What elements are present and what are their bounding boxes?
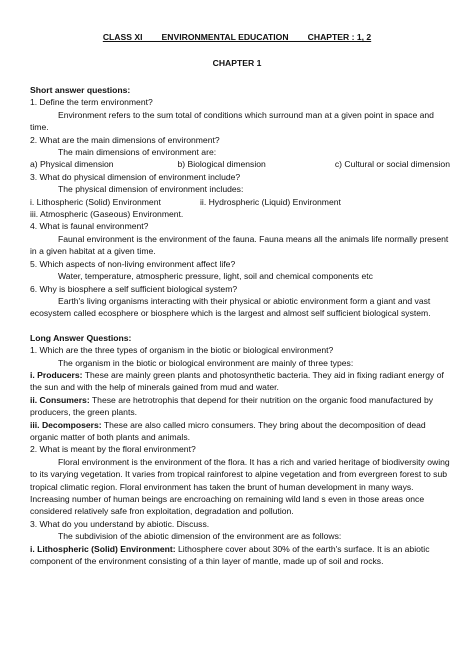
term-label: iii. Decomposers: (30, 419, 102, 430)
question: 1. Define the term environment? (30, 97, 153, 108)
term-text: These are also called micro consumers. They bring about the decomposition of dead organic matter of both plants and animals. (30, 419, 426, 442)
question: 3. What do physical dimension of environment include? (30, 171, 241, 182)
option: i. Lithospheric (Solid) Environment (30, 196, 161, 207)
answer: The physical dimension of environment includes: (58, 184, 244, 195)
question: 5. Which aspects of non-living environment affect life? (30, 258, 236, 269)
option: a) Physical dimension (30, 159, 114, 170)
option: iii. Atmospheric (Gaseous) Environment. (30, 209, 184, 220)
term-label: i. Lithospheric (Solid) Environment: (30, 543, 176, 554)
lithospheric-paragraph (30, 543, 450, 568)
physical-options (30, 196, 450, 208)
answer: Faunal environment is the environment of the fauna. Fauna means all the animals life normally present in a given habitat at a given time. (30, 233, 449, 257)
question: 6. Why is biosphere a self sufficient biological system? (30, 283, 238, 294)
answer: Water, temperature, atmospheric pressure, light, soil and chemical components etc (58, 271, 373, 282)
question: 3. What do you understand by abiotic. Discuss. (30, 518, 210, 529)
option: ii. Hydrospheric (Liquid) Environment (200, 196, 341, 207)
document-body (30, 84, 450, 567)
term-label: i. Producers: (30, 369, 83, 380)
question: 2. What are the main dimensions of environment? (30, 134, 220, 145)
short-answer-heading: Short answer questions: (30, 85, 131, 95)
term-text: These are hetrotrophis that depend for their nutrition on the organic food manufactured by producers, the green plants. (30, 394, 434, 418)
page-header: CLASS XI ENVIRONMENTAL EDUCATION CHAPTER : 1, 2 (102, 32, 372, 42)
option: b) Biological dimension (177, 159, 266, 170)
consumers-paragraph (30, 394, 450, 419)
answer: Environment refers to the sum total of conditions which surround man at a given point in space and time. (30, 109, 434, 133)
answer: The subdivision of the abiotic dimension of the environment are as follows: (58, 531, 342, 542)
chapter-title: CHAPTER 1 (212, 58, 262, 68)
question: 4. What is faunal environment? (30, 221, 149, 232)
decomposers-paragraph (30, 419, 450, 444)
term-text: These are mainly green plants and photosynthetic bacteria. They aid in fixing radiant energy of the sun and with the help of minerals gained from mud and water. (30, 369, 444, 393)
answer: The organism in the biotic or biological environment are mainly of three types: (58, 357, 354, 368)
option: c) Cultural or social dimension (334, 159, 450, 170)
producers-paragraph (30, 369, 450, 394)
dimension-options (30, 158, 450, 170)
question: 1. Which are the three types of organism in the biotic or biological environment? (30, 345, 334, 356)
answer: Earth's living organisms interacting with their physical or abiotic environment form a giant and vast ecosystem called ecosphere or biosphere which is the largest and almost self sufficient biological system. (30, 295, 431, 319)
term-text: Lithosphere cover about 30% of the earth's surface. It is an abiotic component of the environment consisting of a thin layer of mantle, made up of soil and rocks. (30, 543, 430, 567)
term-label: ii. Consumers: (30, 394, 90, 405)
question: 2. What is meant by the floral environment? (30, 444, 196, 455)
spacer (30, 320, 450, 332)
answer: Floral environment is the environment of the flora. It has a rich and varied heritage of biodiversity owing to its varying vegetation. It varies from tropical rainforest to alpine vegetation and from evergreen forest to sub tropical climatic region. Floral environment has taken the brunt of human development in many ways. Increasing number of human beings are encroaching on remaining wild land s even in those areas once considered relatively safe fron exploitation, degradation and pollution. (30, 456, 450, 517)
answer: The main dimensions of environment are: (58, 147, 217, 158)
long-answer-heading: Long Answer Questions: (30, 332, 132, 343)
